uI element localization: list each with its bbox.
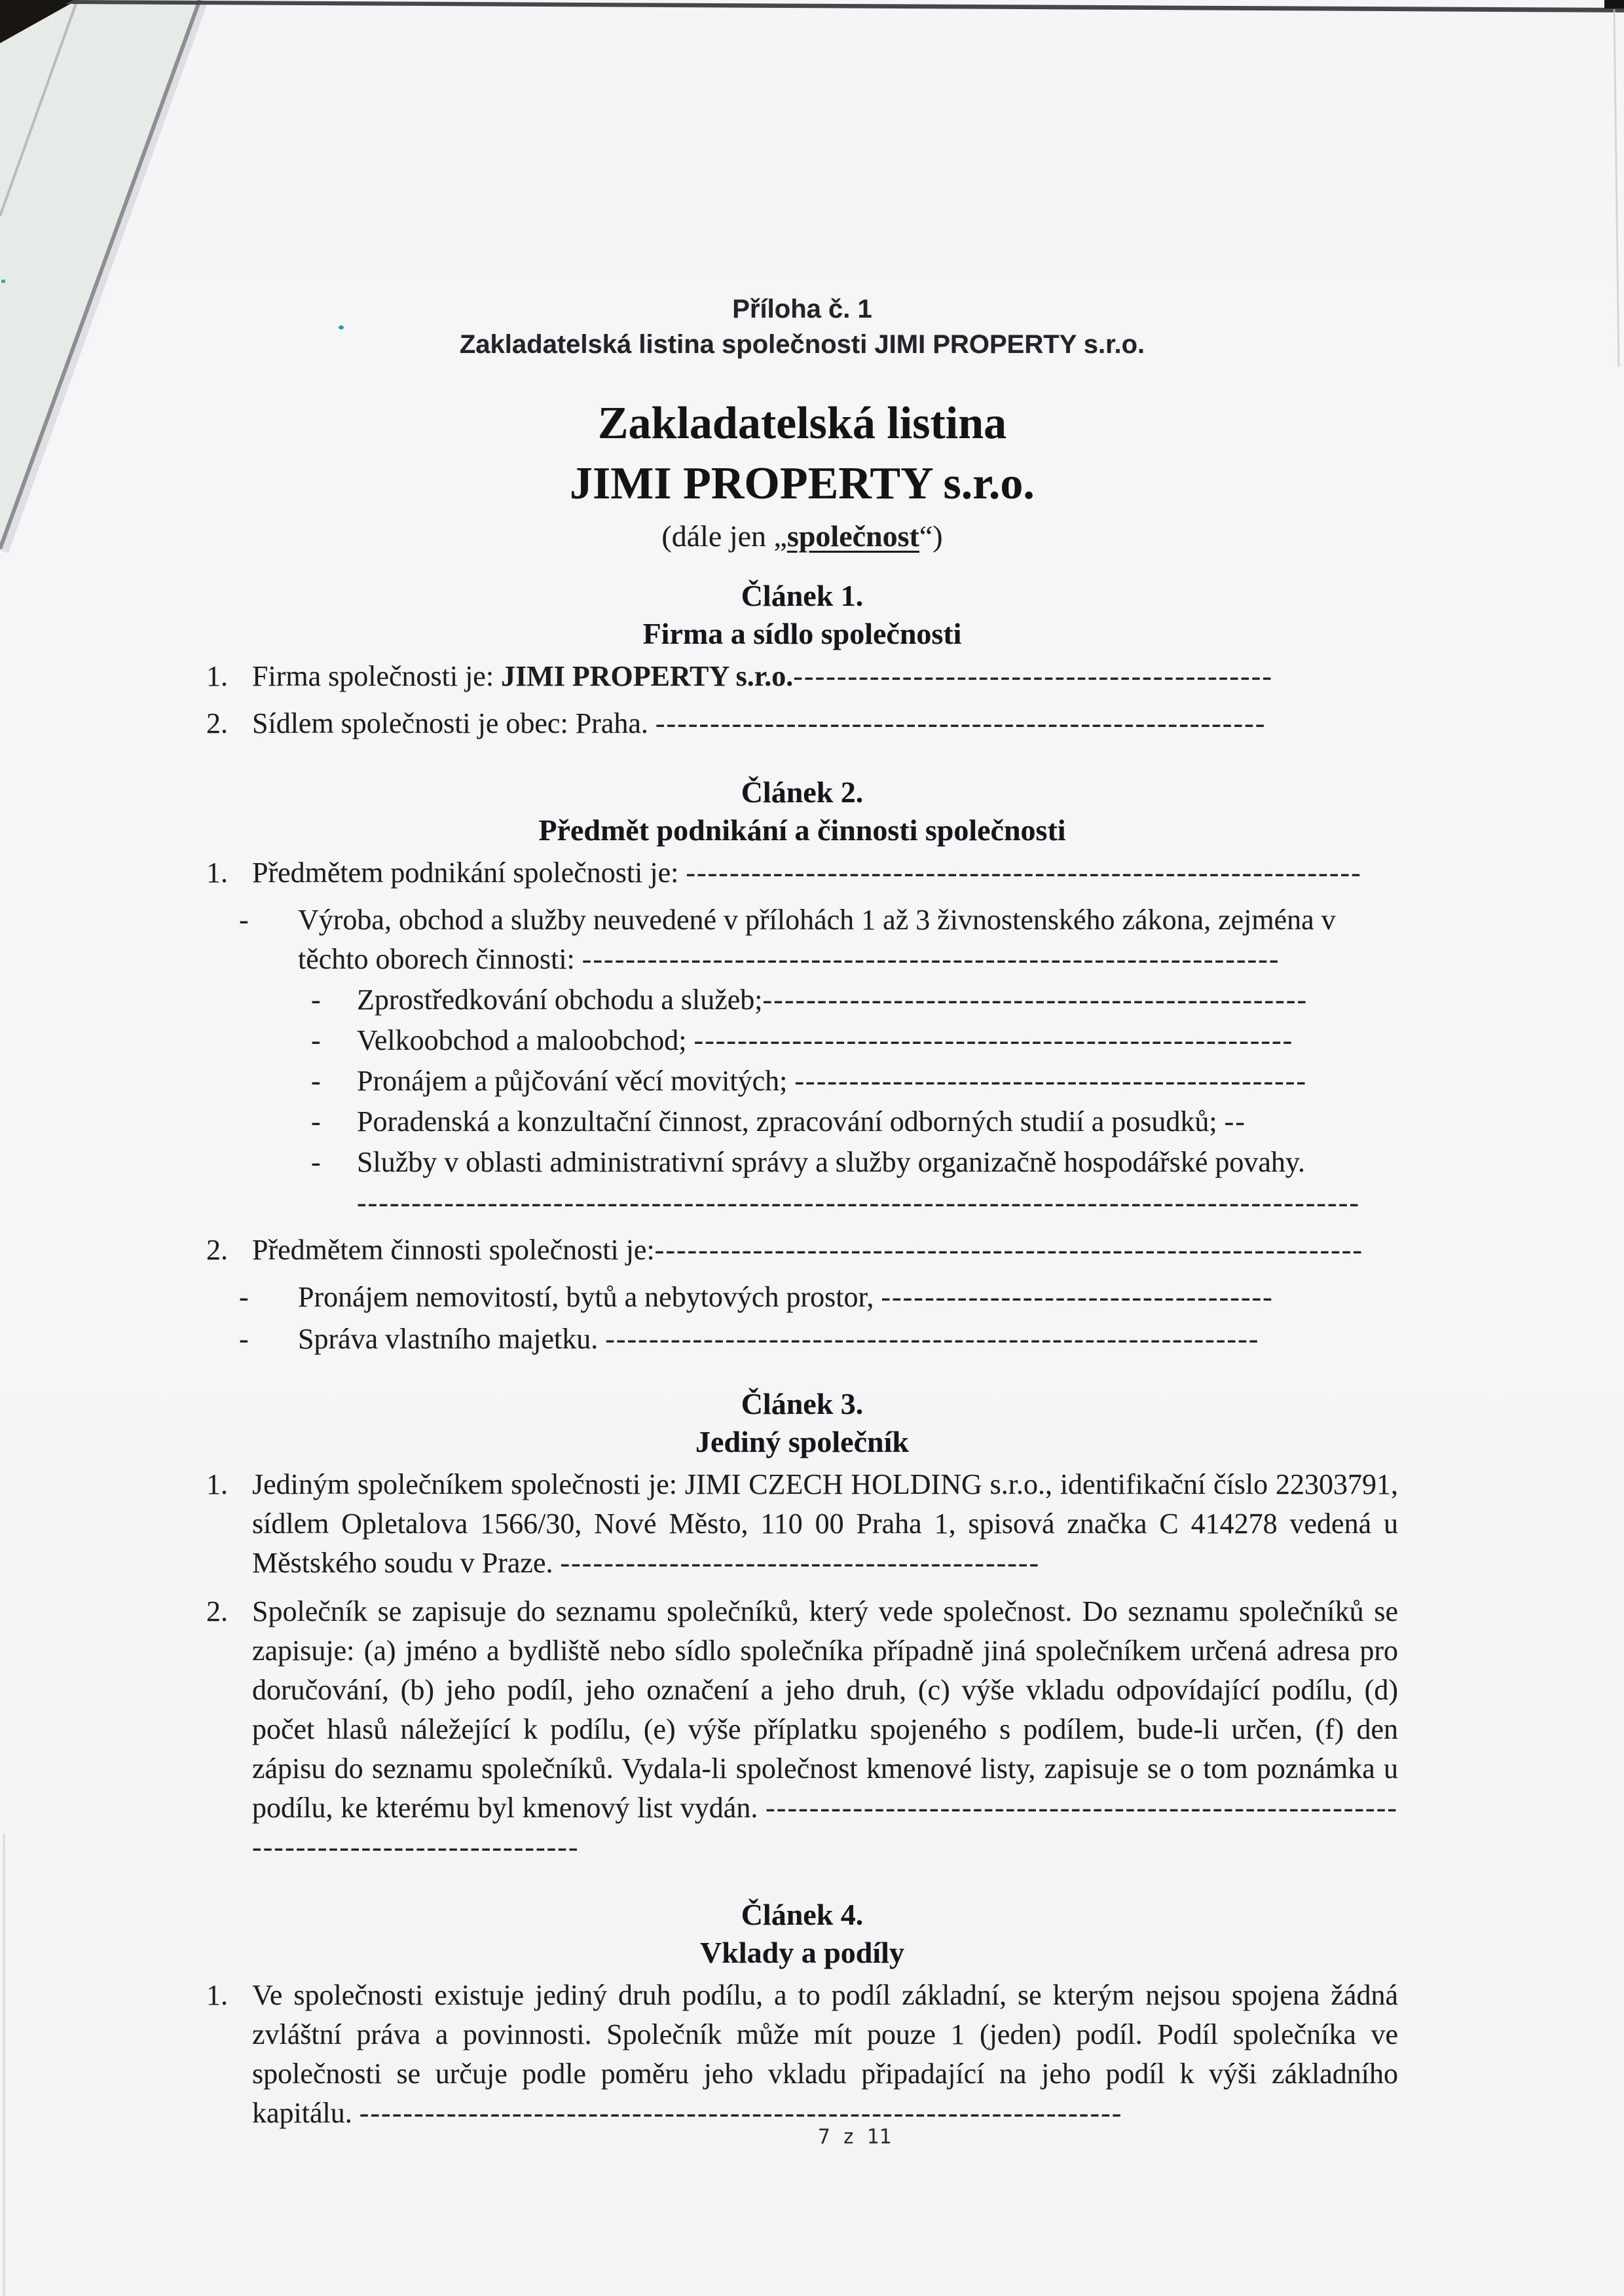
article-1-subtitle: Firma a sídlo společnosti — [642, 617, 962, 650]
right-edge-streak — [1614, 9, 1619, 367]
dash-fill: -------------------------------------------------------------- — [686, 857, 1362, 889]
sub-item-text — [298, 1320, 1398, 1359]
sub-item-text — [298, 1278, 1398, 1317]
dash-fill: -------------------------------------------------------------------------------------------- — [357, 1187, 1361, 1219]
item-text — [252, 657, 1398, 696]
item-text — [252, 1592, 1398, 1867]
top-right-black-mark — [1604, 0, 1624, 9]
dash-fill: -- — [1224, 1105, 1246, 1138]
item-body: Správa vlastního majetku. — [298, 1323, 606, 1355]
article-3-items — [206, 1465, 1398, 1867]
dash-bullet: - — [311, 1105, 321, 1138]
article-4-subtitle: Vklady a podíly — [700, 1936, 904, 1969]
item-body: Sídlem společnosti je obec: Praha. — [252, 707, 655, 739]
item-body: Pronájem nemovitostí, bytů a nebytových prostor, — [298, 1281, 881, 1313]
article-4-items — [206, 1976, 1398, 2133]
sub-sub-list-item — [206, 1102, 1398, 1141]
dash-bullet: - — [239, 1323, 249, 1355]
article-1-heading: Článek 1. — [741, 579, 864, 612]
title-subtitle — [206, 515, 1398, 557]
item-number: 2. — [206, 1234, 228, 1266]
dash-fill: -------------------------------------------- — [560, 1547, 1041, 1579]
item-body: Jediným společníkem společnosti je: JIMI CZECH HOLDING s.r.o., identifikační číslo 22303791, sídlem Opletalova 1566/30, Nové Město, 110 00 Praha 1, spisová značka C 414278 vedená u Městského soudu v Praze. — [252, 1468, 1398, 1579]
page-number-indicator: 7 z 11 — [818, 2125, 891, 2149]
item-number: 1. — [206, 857, 228, 889]
company-name-inline: JIMI PROPERTY s.r.o. — [501, 660, 794, 692]
item-body: Velkoobchod a maloobchod; — [357, 1024, 694, 1056]
sub-list-item — [206, 1278, 1398, 1317]
dash-fill: ----------------------------------------------------------------- — [654, 1234, 1364, 1266]
item-body: Pronájem a půjčování věcí movitých; — [357, 1065, 795, 1097]
item-text — [252, 1976, 1398, 2133]
sub-sub-list-item — [206, 1021, 1398, 1060]
dash-fill: -------------------------------------------------- — [762, 984, 1308, 1016]
attachment-subject: Zakladatelská listina společnosti JIMI PROPERTY s.r.o. — [459, 330, 1145, 359]
item-number: 1. — [206, 660, 228, 692]
sub-sub-list-item — [206, 1062, 1398, 1101]
dash-bullet: - — [311, 1065, 321, 1097]
dash-fill: ---------------------------------------------------------------- — [581, 943, 1280, 975]
dash-fill: ------------------------------------ — [881, 1281, 1274, 1313]
sub-item-text — [357, 1102, 1398, 1141]
list-item — [206, 1976, 1398, 2133]
teal-speck-left — [1, 280, 5, 283]
item-body: Předmětem podnikání společnosti je: — [252, 857, 686, 889]
title-block — [206, 394, 1398, 557]
document-title: Zakladatelská listina — [597, 398, 1007, 449]
list-item — [206, 704, 1398, 743]
list-item — [206, 657, 1398, 696]
subtitle-prefix: (dále jen „ — [661, 519, 787, 553]
list-item — [206, 1231, 1398, 1270]
defined-term: společnost — [786, 519, 919, 553]
list-item — [206, 1465, 1398, 1583]
item-body: Předmětem činnosti společnosti je: — [252, 1234, 655, 1266]
company-name-title: JIMI PROPERTY s.r.o. — [570, 458, 1035, 509]
item-body: Zprostředkování obchodu a služeb; — [357, 984, 763, 1016]
item-text — [252, 1231, 1398, 1270]
dash-bullet: - — [311, 1024, 321, 1056]
item-number: 1. — [206, 1468, 228, 1500]
item-body: Ve společnosti existuje jediný druh podílu, a to podíl základní, se kterým nejsou spojena žádná zvláštní práva a povinnosti. Společník může mít pouze 1 (jeden) podíl. Podíl společníka ve společnosti se určuje podle poměru jeho vkladu připadající na jeho podíl k výši základního kapitálu. — [252, 1979, 1398, 2129]
sub-sub-list-item — [206, 1143, 1398, 1182]
sub-item-text — [298, 900, 1398, 979]
article-4-heading: Článek 4. — [741, 1898, 864, 1931]
sub-list-item — [206, 900, 1398, 979]
dash-fill: ---------------------------------------------------------------------------------------- — [252, 1792, 1398, 1863]
dash-continuation-line — [206, 1183, 1398, 1223]
list-item — [206, 853, 1398, 893]
item-body: Společník se zapisuje do seznamu společníků, který vede společnost. Do seznamu společníků se zapisuje: (a) jméno a bydliště nebo sídlo společníka případně jiná společníkem určená adresa pro doručování, (b) jeho podíl, jeho označení a jeho druh, (c) výše vkladu odpovídající podílu, (d) počet hlasů náležející k podílu, (e) výše příplatku spojeného s podílem, bude-li určen, (f) den zápisu do seznamu společníků. Vydala-li společnost kmenové listy, zapisuje se o tom poznámka u podílu, ke kterému byl kmenový list vydán. — [252, 1595, 1398, 1824]
sub-item-text — [357, 1062, 1398, 1101]
sub-sub-list-item — [206, 980, 1398, 1020]
article-3-heading: Článek 3. — [741, 1387, 864, 1420]
list-item — [206, 1592, 1398, 1867]
document-content — [206, 0, 1398, 2133]
empty-bullet — [311, 1183, 357, 1223]
item-body: Výroba, obchod a služby neuvedené v přílohách 1 až 3 živnostenského zákona, zejména v těchto oborech činnosti: — [298, 904, 1336, 975]
article-1-items — [206, 657, 1398, 743]
item-body: Firma společnosti je: — [252, 660, 502, 692]
sub-item-text — [357, 1143, 1398, 1182]
article-2-subtitle: Předmět podnikání a činnosti společnosti — [538, 813, 1066, 847]
article-3-subtitle: Jediný společník — [695, 1425, 909, 1458]
item-text — [252, 704, 1398, 743]
dash-fill: ------------------------------------------------------------ — [605, 1323, 1260, 1355]
item-number: 2. — [206, 1595, 228, 1627]
dash-fill: -------------------------------------------- — [793, 660, 1273, 692]
dash-fill: ----------------------------------------------- — [794, 1065, 1308, 1097]
dash-fill: -------------------------------------------------------- — [655, 707, 1266, 739]
sub-list-item — [206, 1320, 1398, 1359]
dash-bullet: - — [239, 1281, 249, 1313]
dash-fill: ---------------------------------------------------------------------- — [359, 2097, 1123, 2129]
article-2-heading: Článek 2. — [741, 775, 864, 809]
item-text — [252, 853, 1398, 893]
item-body: Poradenská a konzultační činnost, zpracování odborných studií a posudků; — [357, 1105, 1225, 1138]
dash-bullet: - — [311, 984, 321, 1016]
item-text — [252, 1465, 1398, 1583]
item-body: Služby v oblasti administrativní správy a služby organizačně hospodářské povahy. — [357, 1146, 1306, 1178]
dash-fill: ------------------------------------------------------- — [693, 1024, 1294, 1056]
subtitle-suffix: “) — [919, 519, 943, 553]
attachment-label: Příloha č. 1 — [732, 295, 872, 324]
item-number: 1. — [206, 1979, 228, 2011]
sub-item-text — [357, 980, 1398, 1020]
item-number: 2. — [206, 707, 228, 739]
dash-bullet: - — [311, 1146, 321, 1178]
article-2-items — [206, 853, 1398, 1359]
sub-item-text — [357, 1021, 1398, 1060]
dash-bullet: - — [239, 904, 249, 936]
